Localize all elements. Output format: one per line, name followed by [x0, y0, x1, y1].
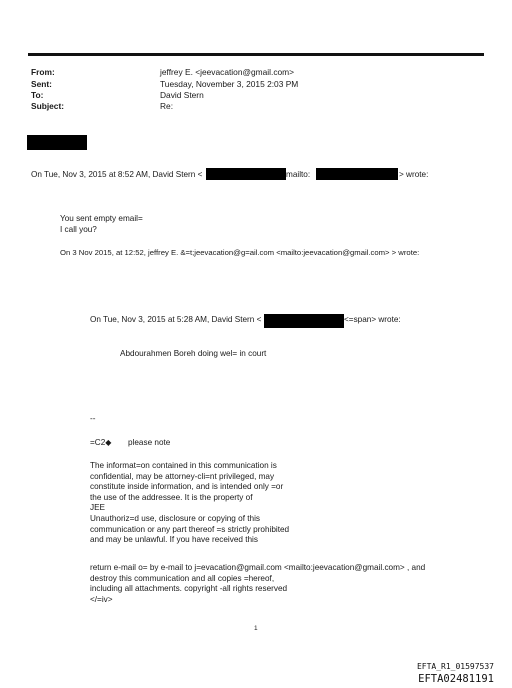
quote3-prefix: On Tue, Nov 3, 2015 at 5:28 AM, David Stern < — [90, 315, 262, 324]
disclaimer-line: JEE — [90, 503, 106, 513]
redaction-block — [264, 314, 344, 328]
from-value: jeffrey E. <jeevacation@gmail.com> — [160, 67, 295, 77]
disclaimer-line: confidential, may be attorney-cli=nt privileged, may — [90, 471, 275, 481]
quote2-line: On 3 Nov 2015, at 12:52, jeffrey E. &=t;jeevacation@g=ail.com <mailto:jeevacation@gmail.com> > wrote: — [60, 248, 420, 257]
sent-label: Sent: — [31, 79, 52, 89]
header-rule — [28, 53, 484, 56]
signature-code: =C2◆ — [90, 438, 112, 447]
sent-value: Tuesday, November 3, 2015 2:03 PM — [160, 79, 299, 89]
redaction-block — [316, 168, 398, 180]
bates-number-large: EFTA02481191 — [418, 673, 494, 685]
return-line: return e-mail o= by e-mail to j=evacation@gmail.com <mailto:jeevacation@gmail.com> , and — [90, 563, 426, 572]
body-line: Abdourahmen Boreh doing wel= in court — [120, 349, 267, 358]
disclaimer-line: The informat=on contained in this communication is — [90, 461, 277, 470]
from-label: From: — [31, 67, 55, 77]
to-label: To: — [31, 90, 44, 100]
disclaimer-line: communication or any part thereof =s strictly prohibited — [90, 524, 290, 534]
redaction-block — [206, 168, 286, 180]
return-paragraph — [90, 563, 425, 605]
page-number: 1 — [254, 625, 258, 632]
to-value: David Stern — [160, 90, 204, 100]
reply-line-2: I call you? — [60, 225, 97, 234]
return-line: </=iv> — [90, 594, 113, 604]
disclaimer-line: the use of the addressee. It is the property of — [90, 492, 253, 502]
signature-dashes: -- — [90, 414, 96, 423]
quote1-prefix: On Tue, Nov 3, 2015 at 8:52 AM, David Stern < — [31, 170, 203, 179]
return-line: destroy this communication and all copies =hereof, — [90, 573, 275, 583]
quote3-suffix: <=span> wrote: — [344, 315, 401, 324]
disclaimer-line: and may be unlawful. If you have received this — [90, 535, 258, 545]
redaction-block — [27, 135, 87, 150]
quote1-mid: mailto: — [286, 170, 311, 179]
quote1-suffix: > wrote: — [399, 170, 429, 179]
subject-value: Re: — [160, 101, 174, 111]
bates-number-small: EFTA_R1_01597537 — [416, 662, 494, 671]
disclaimer-line: constitute inside information, and is intended only =or — [90, 482, 284, 492]
subject-label: Subject: — [31, 101, 65, 111]
disclaimer-line: Unauthoriz=d use, disclosure or copying of this — [90, 513, 260, 523]
reply-line-1: You sent empty email= — [60, 214, 143, 223]
disclaimer-paragraph — [90, 461, 289, 546]
signature-note: please note — [128, 438, 171, 447]
return-line: including all attachments. copyright -all rights reserved — [90, 584, 288, 594]
